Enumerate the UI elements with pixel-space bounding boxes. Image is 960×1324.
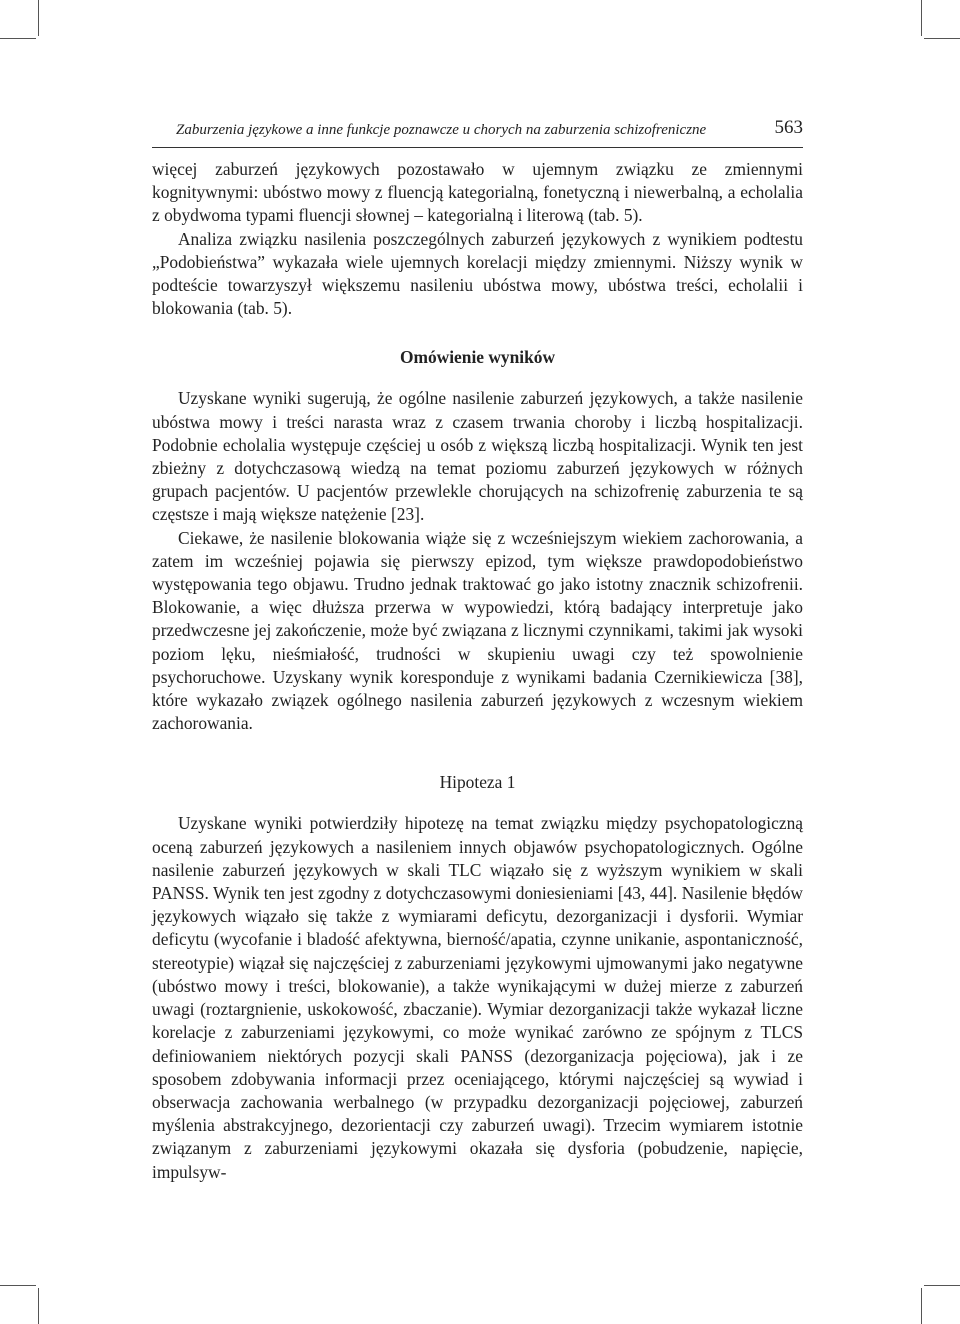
- running-title: Zaburzenia językowe a inne funkcje poznawcze u chorych na zaburzenia schizofreniczne: [176, 122, 707, 138]
- paragraph: Ciekawe, że nasilenie blokowania wiąże się z wcześniejszym wiekiem zachorowania, a zatem im wcześniej pojawia się pierwszy epizod, tym większe prawdopodobieństwo występowania tego objawu. Trudno jednak traktować go jako istotny znacznik schizofrenii. Blokowanie, a więc dłuższa przerwa w wypowiedzi, którą badający interpretuje jako przedwczesne jej zakończenie, może być związana z licznymi czynnikami, takimi jak wysoki poziom lęku, nieśmiałość, trudności w skupieniu uwagi czy też spowolnienie psychoruchowe. Uzyskany wynik koresponduje z wynikami badania Czernikiewicza [38], które wykazało związek ogólnego nasilenia zaburzeń językowych z wczesnym wiekiem zachorowania.: [152, 527, 803, 734]
- paragraph: Analiza związku nasilenia poszczególnych zaburzeń językowych z wynikiem podtestu „Podobieństwa” wykazała wiele ujemnych korelacji między zmiennymi. Niższy wynik w podteście towarzyszył większemu nasileniu ubóstwa mowy, ubóstwa treści, echolalii i blokowania (tab. 5).: [152, 228, 803, 319]
- paragraph: więcej zaburzeń językowych pozostawało w ujemnym związku ze zmiennymi kognitywnymi: ubóstwo mowy z fluencją kategorialną, fonetyczną i niewerbalną, a echolalia z obydwoma typami fluencji słownej – kategorialną i literową (tab. 5).: [152, 159, 803, 226]
- crop-mark: [921, 1288, 922, 1324]
- crop-mark: [0, 38, 36, 39]
- crop-mark: [38, 1288, 39, 1324]
- article-body: [152, 158, 803, 1184]
- paragraph: Uzyskane wyniki sugerują, że ogólne nasilenie zaburzeń językowych, a także nasilenie ubóstwa mowy i treści narasta wraz z czasem trwania choroby i liczbą hospitalizacji. Podobnie echolalia występuje częściej u osób z większą liczbą hospitalizacji. Wynik ten jest zbieżny z dotychczasową wiedzą na temat poziomu zaburzeń językowych w różnych grupach pacjentów. U pacjentów przewlekle chorujących na schizofrenię zaburzenia te są częstsze i mają większe natężenie [23].: [152, 388, 803, 525]
- crop-mark: [924, 38, 960, 39]
- section-heading: Omówienie wyników: [399, 347, 556, 368]
- crop-mark: [924, 1285, 960, 1286]
- crop-mark: [0, 1285, 36, 1286]
- crop-mark: [921, 0, 922, 36]
- crop-mark: [38, 0, 39, 36]
- page-header: [152, 117, 803, 148]
- paragraph: Uzyskane wyniki potwierdziły hipotezę na temat związku między psychopatologiczną oceną zaburzeń językowych a nasileniem innych objawów psychopatologicznych. Ogólne nasilenie zaburzeń językowych w skali TLC wiązało się z wyższym wynikiem w skali PANSS. Wynik ten jest zgodny z dotychczasowymi doniesieniami [43, 44]. Nasilenie błędów językowych wiązało się także z wymiarami deficytu, dezorganizacji i dysforii. Wymiar deficytu (wycofanie i bladość afektywna, bierność/apatia, czynne unikanie, aspontaniczność, stereotypie) wiązał się najczęściej z zaburzeniami językowymi ujmowanymi jako negatywne (ubóstwo mowy i treści, blokowanie), a także wynikającymi w dużej mierze z zaburzeń uwagi (roztargnienie, uskokowość, zbaczanie). Wymiar dezorganizacji także wykazał liczne korelacje z zaburzeniami językowymi, co może wynikać zarówno ze spójnym z TLCS definiowaniem niektórych pozycji skali PANSS (dezorganizacja pojęciowa), jak i ze sposobem zdobywania informacji przez oceniającego, którymi najczęściej są wywiad i obserwacja zachowania werbalnego (w przypadku dezorganizacji pojęciowej, zaburzeń myślenia abstrakcyjnego, dezorientacji czy zaburzeń uwagi). Trzecim wymiarem istotnie związanym z zaburzeniami językowymi okazała się dysforia (pobudzenie, napięcie, impulsyw-: [152, 813, 803, 1182]
- page-number: 563: [774, 117, 803, 138]
- subsection-heading: Hipoteza 1: [439, 772, 516, 793]
